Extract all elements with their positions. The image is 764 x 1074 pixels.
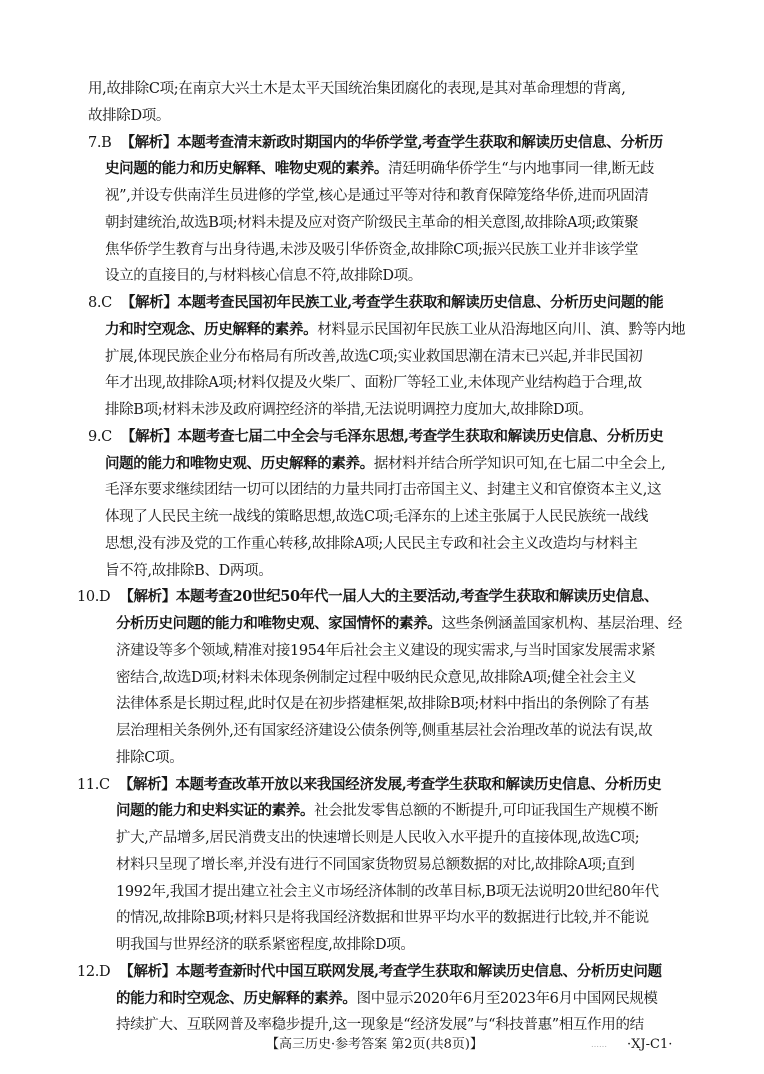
answer-item-first-line [88,290,708,317]
answer-item-line [88,344,708,371]
answer-letter: C [101,295,112,311]
answer-item-line [88,798,708,825]
analysis-heading-text: 本题考查民国初年民族工业,考查学生获取和解读历史信息、分析历史问题的能 [177,294,664,311]
answer-item-first-line [88,130,708,157]
answer-item-line [88,451,708,478]
analysis-heading-text: 的能力和时空观念、历史解释的素养。 [116,989,357,1007]
analysis-heading-text: 本题考查新时代中国互联网发展,考查学生获取和解读历史信息、分析历史问题 [175,962,662,980]
answer-item-line [88,745,708,772]
analysis-text: 排除C项。 [116,749,184,766]
answer-item-line [88,504,708,531]
analysis-text: 排除B项;材料未涉及政府调控经济的举措,无法说明调控力度加大,故排除D项。 [105,402,593,418]
answer-item-first-line [77,772,708,799]
answer-item-line [88,932,708,959]
intro-line: 故排除D项。 [88,107,171,124]
answer-item-line [88,986,708,1013]
analysis-text: 扩展,体现民族企业分布格局有所改善,故选C项;实业救国思潮在清末已兴起,并非民国初 [105,348,643,365]
analysis-tag: 【解析】 [120,294,178,311]
answer-item-line [88,531,708,558]
analysis-text: 思想,没有涉及党的工作重心转移,故排除A项;人民民主专政和社会主义改造均与材料主 [105,535,638,552]
answer-item-line [88,156,708,183]
answer-item-line [88,825,708,852]
answer-item-line [88,611,708,638]
answer-item-line [88,852,708,879]
answer-item-line [88,397,708,424]
analysis-text: 扩大,产品增多,居民消费支出的快速增长则是人民收入水平提升的直接体现,故选C项; [116,830,640,846]
analysis-text: 焦华侨学生教育与出身待遇,未涉及吸引华侨资金,故排除C项;振兴民族工业并非该学堂 [105,241,639,258]
footer-dots: …… [591,1040,607,1049]
analysis-text: 明我国与世界经济的联系紧密程度,故排除D项。 [116,937,415,953]
answer-item-line [88,691,708,718]
analysis-heading-text: 问题的能力和史料实证的素养。 [116,802,315,820]
analysis-text: 材料只呈现了增长率,并没有进行不同国家货物贸易总额数据的对比,故排除A项;直到 [116,856,635,873]
answer-item-line [88,210,708,237]
analysis-tag: 【解析】 [120,133,178,151]
answer-letter: C [99,776,110,793]
analysis-heading-text: 本题考查七届二中全会与毛泽东思想,考查学生获取和解读历史信息、分析历史 [177,427,664,445]
analysis-tag: 【解析】 [119,588,176,606]
analysis-text: 年才出现,故排除A项;材料仅提及火柴厂、面粉厂等轻工业,未体现产业结构趋于合理,故 [105,375,642,392]
answer-item-line [88,879,708,906]
analysis-text: 的情况,故排除B项;材料只是将我国经济数据和世界平均水平的数据进行比较,并不能说 [116,910,649,927]
answer-item-first-line [77,584,708,611]
analysis-text: 图中显示2020年6月至2023年6月中国网民规模 [356,990,658,1007]
question-number: 12. [77,963,100,980]
analysis-text: 朝封建统治,故选B项;材料未提及应对资产阶级民主革命的相关意图,故排除A项;政策聚 [105,214,639,231]
question-number: 10. [77,589,100,606]
answer-item-line [88,718,708,745]
analysis-heading-text: 问题的能力和唯物史观、历史解释的素养。 [105,454,374,472]
answer-letter: C [101,428,112,445]
answer-letter: D [99,589,111,606]
answer-item-line [88,665,708,692]
analysis-text: 毛泽东要求继续团结一切可以团结的力量共同打击帝国主义、封建主义和官僚资本主义,这 [105,482,662,499]
analysis-text: 济建设等多个领域,精准对接1954年后社会主义建设的现实需求,与当时国家发展需求紧 [116,642,656,659]
answer-item-line [88,317,708,344]
analysis-tag: 【解析】 [120,427,178,445]
analysis-tag: 【解析】 [118,775,176,793]
analysis-heading-text: 本题考查20世纪50年代一届人大的主要活动,考查学生获取和解读历史信息、 [175,588,659,606]
analysis-heading-text: 分析历史问题的能力和唯物史观、家国情怀的素养。 [116,615,442,632]
answer-item-first-line [77,959,708,986]
answer-item-line [88,558,708,585]
question-number: 8. [88,295,102,311]
analysis-heading-text: 史问题的能力和历史解释、唯物史观的素养。 [105,160,388,178]
analysis-text: 这些条例涵盖国家机构、基层治理、经 [441,616,683,632]
answer-item-line [88,183,708,210]
analysis-text: 社会批发零售总额的不断提升,可印证我国生产规模不断 [314,803,658,820]
analysis-text: 据材料并结合所学知识可知,在七届二中全会上, [373,455,666,472]
question-number: 7. [88,134,102,151]
analysis-text: 密结合,故选D项;材料未体现条例制定过程中吸纳民众意见,故排除A项;健全社会主义 [116,669,637,686]
answer-letter: B [101,134,112,151]
question-number: 11. [77,776,100,793]
answer-item-first-line [88,424,708,451]
analysis-heading-text: 本题考查清末新政时期国内的华侨学堂,考查学生获取和解读历史信息、分析历 [177,133,663,151]
analysis-text: 法律体系是长期过程,此时仅是在初步搭建框架,故排除B项;材料中指出的条例除了有基 [116,696,649,713]
analysis-heading-text: 本题考查改革开放以来我国经济发展,考查学生获取和解读历史信息、分析历史 [175,775,662,793]
analysis-text: 体现了人民民主统一战线的策略思想,故选C项;毛泽东的上述主张属于人民民族统一战线 [105,509,649,525]
footer-code: ·XJ-C1· [627,1037,673,1052]
question-number: 9. [88,428,102,445]
answer-item-line [88,237,708,264]
intro-line: 用,故排除C项;在南京大兴土木是太平天国统治集团腐化的表现,是其对革命理想的背离, [88,81,626,97]
answer-content [77,76,708,1039]
answer-item-line [88,638,708,665]
analysis-text: 清廷明确华侨学生“与内地事同一律,断无歧 [388,161,655,178]
footer-title: 【高三历史·参考答案 第2页(共8页)】 [266,1037,483,1052]
analysis-heading-text: 力和时空观念、历史解释的素养。 [105,320,318,338]
answer-letter: D [99,963,111,980]
analysis-tag: 【解析】 [119,962,176,980]
analysis-text: 1992年,我国才提出建立社会主义市场经济体制的改革目标,B项无法说明20世纪80年代 [116,883,659,900]
answer-item-line [88,477,708,504]
answer-item-line [88,263,708,290]
analysis-text: 设立的直接目的,与材料核心信息不符,故排除D项。 [105,268,422,285]
answer-item-line [88,905,708,932]
answer-item-line [88,370,708,397]
page-footer [0,1034,764,1056]
analysis-text: 材料显示民国初年民族工业从沿海地区向川、滇、黔等内地 [317,321,686,338]
analysis-text: 旨不符,故排除B、D两项。 [105,562,273,579]
analysis-text: 层治理相关条例外,还有国家经济建设公债条例等,侧重基层社会治理改革的说法有误,故 [116,723,653,739]
analysis-text: 视”,并设专供南洋生员进修的学堂,核心是通过平等对待和教育保障笼络华侨,进而巩固清 [105,188,649,204]
analysis-text: 持续扩大、互联网普及率稳步提升,这一现象是“经济发展”与“科技普惠”相互作用的结 [116,1017,644,1034]
